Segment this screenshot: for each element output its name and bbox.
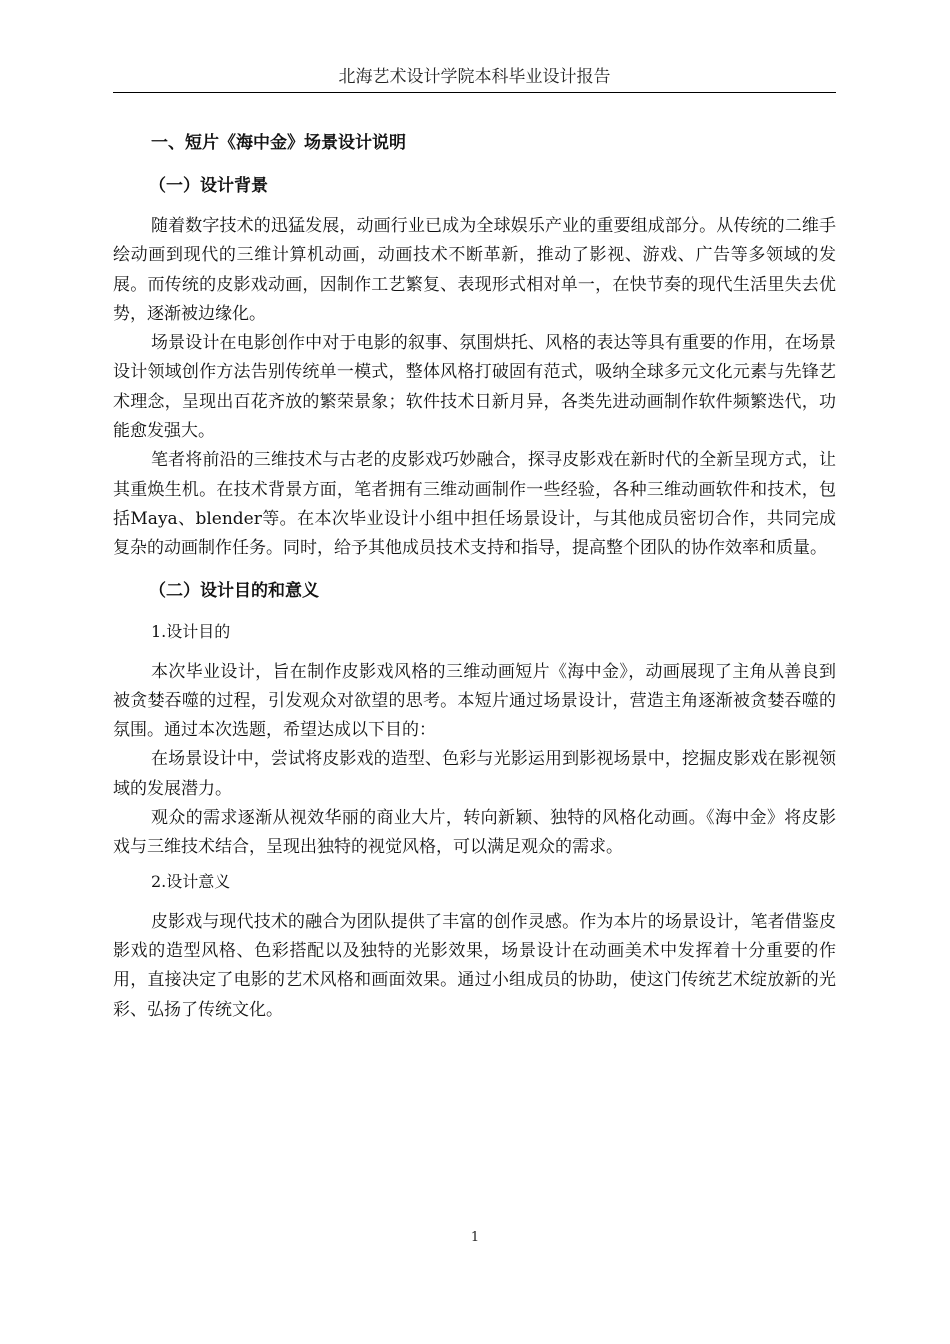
paragraph: 本次毕业设计，旨在制作皮影戏风格的三维动画短片《海中金》，动画展现了主角从善良到被贪婪吞噬的过程，引发观众对欲望的思考。本短片通过场景设计，营造主角逐渐被贪婪吞噬的氛围。通过本次选题，希望达成以下目的： [113,661,836,741]
paragraph: 观众的需求逐渐从视效华丽的商业大片，转向新颖、独特的风格化动画。《海中金》将皮影戏与三维技术结合，呈现出独特的视觉风格，可以满足观众的需求。 [113,808,836,858]
document-body [113,128,836,1025]
page-number: 1 [470,1230,480,1245]
page-header: 北海艺术设计学院本科毕业设计报告 [338,67,611,87]
numbered-heading-significance: 2.设计意义 [151,871,231,891]
header-divider [113,92,836,93]
subsection-heading-purpose: （二）设计目的和意义 [149,580,319,601]
paragraph: 笔者将前沿的三维技术与古老的皮影戏巧妙融合，探寻皮影戏在新时代的全新呈现方式，让其重焕生机。在技术背景方面，笔者拥有三维动画制作一些经验，各种三维动画软件和技术，包括Maya、blender等。在本次毕业设计小组中担任场景设计，与其他成员密切合作，共同完成复杂的动画制作任务。同时，给予其他成员技术支持和指导，提高整个团队的协作效率和质量。 [113,450,836,559]
numbered-heading-purpose: 1.设计目的 [151,621,231,641]
paragraph: 在场景设计中，尝试将皮影戏的造型、色彩与光影运用到影视场景中，挖掘皮影戏在影视领域的发展潜力。 [113,749,836,799]
subsection-heading-background: （一）设计背景 [149,176,268,196]
paragraph: 皮影戏与现代技术的融合为团队提供了丰富的创作灵感。作为本片的场景设计，笔者借鉴皮影戏的造型风格、色彩搭配以及独特的光影效果，场景设计在动画美术中发挥着十分重要的作用，直接决定了电影的艺术风格和画面效果。通过小组成员的协助，使这门传统艺术绽放新的光彩、弘扬了传统文化。 [113,911,836,1020]
paragraph: 场景设计在电影创作中对于电影的叙事、氛围烘托、风格的表达等具有重要的作用，在场景设计领域创作方法告别传统单一模式，整体风格打破固有范式，吸纳全球多元文化元素与先锋艺术理念，呈现出百花齐放的繁荣景象；软件技术日新月异，各类先进动画制作软件频繁迭代，功能愈发强大。 [113,333,836,442]
paragraph: 随着数字技术的迅猛发展，动画行业已成为全球娱乐产业的重要组成部分。从传统的二维手绘动画到现代的三维计算机动画，动画技术不断革新，推动了影视、游戏、广告等多领域的发展。而传统的皮影戏动画，因制作工艺繁复、表现形式相对单一，在快节奏的现代生活里失去优势，逐渐被边缘化。 [113,216,836,324]
section-heading: 一、短片《海中金》场景设计说明 [151,133,406,153]
